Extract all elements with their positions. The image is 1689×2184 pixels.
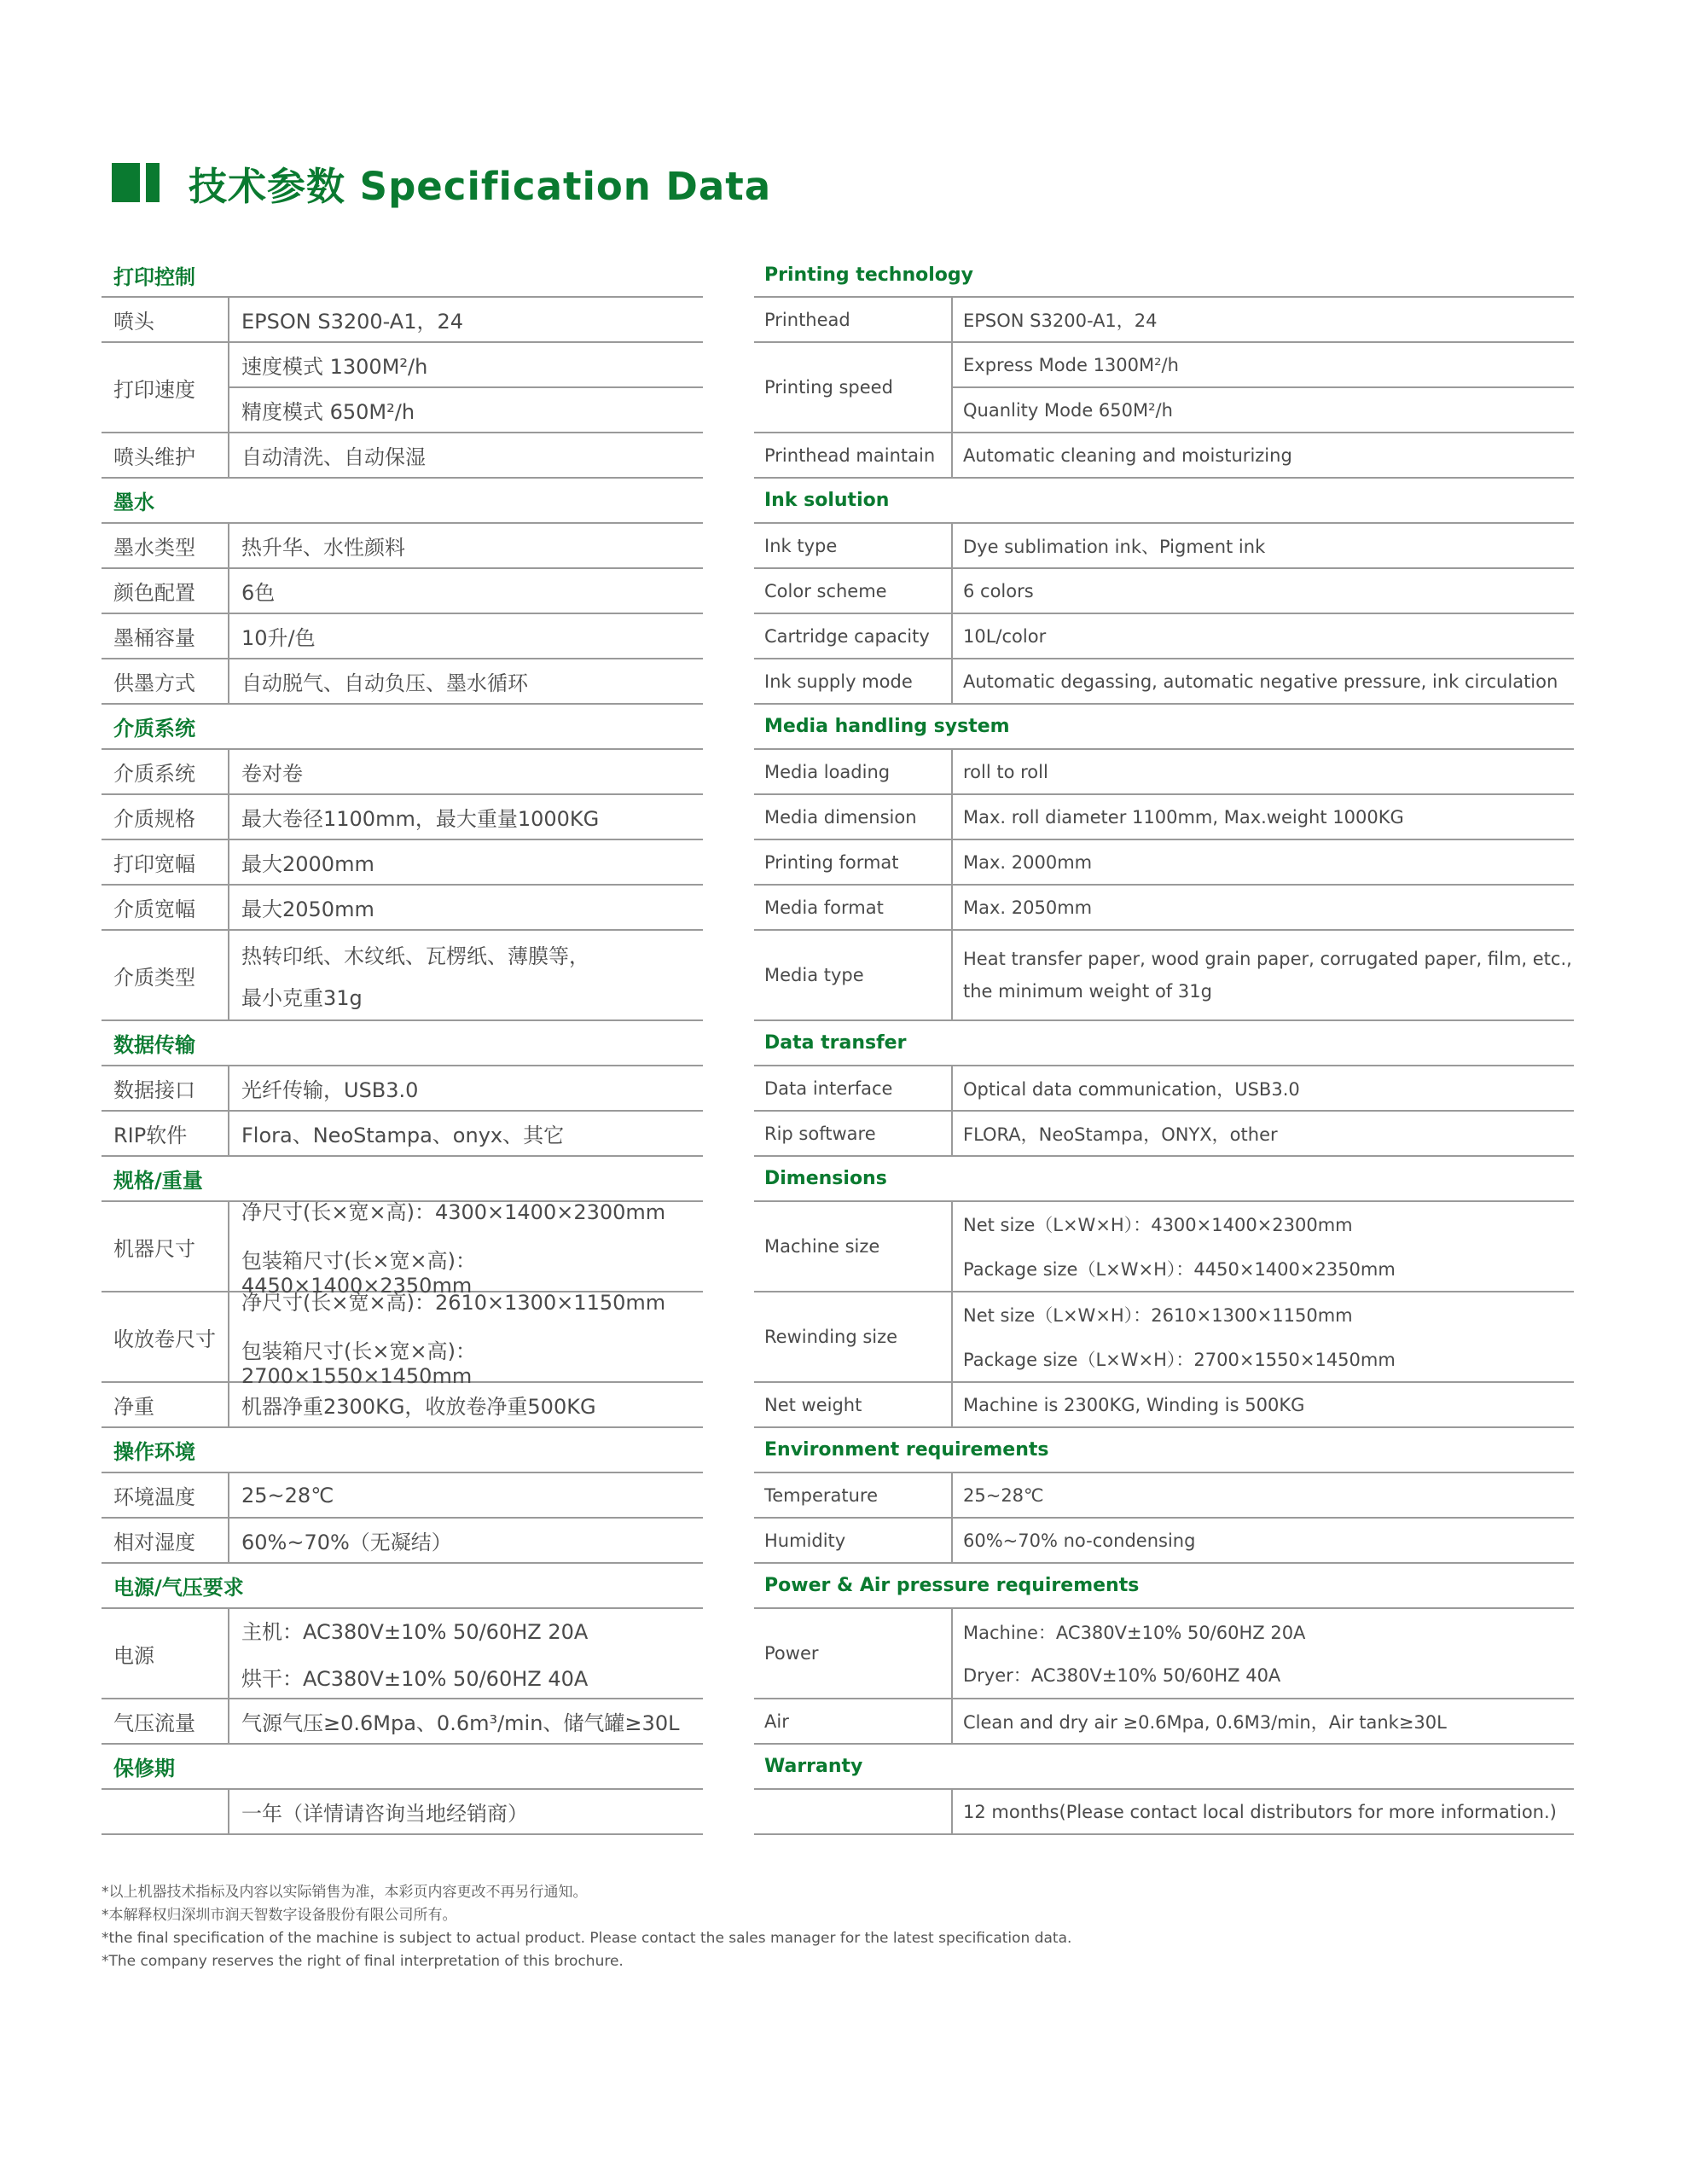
spec-row <box>754 524 1574 569</box>
row-label: Printhead maintain <box>754 433 953 477</box>
row-value: 6色 <box>241 581 276 605</box>
row-value: Clean and dry air ≥0.6Mpa, 0.6M3/min，Air tank≥30L <box>963 1711 1447 1733</box>
row-value: 净尺寸(长×宽×高)：2610×1300×1150mm <box>241 1291 666 1315</box>
spec-row <box>102 1066 703 1112</box>
row-value: Max. 2050mm <box>963 897 1093 918</box>
spec-row <box>102 524 703 569</box>
row-value: 一年（详情请咨询当地经销商） <box>241 1802 528 1826</box>
row-label: 打印宽幅 <box>102 840 229 884</box>
row-label: 电源 <box>102 1609 229 1698</box>
section-media: 介质系统 <box>102 705 703 750</box>
row-value: 速度模式 1300M²/h <box>241 355 428 379</box>
spec-row <box>102 750 703 795</box>
spec-row <box>102 1699 703 1745</box>
row-label: 介质系统 <box>102 750 229 793</box>
section-print-control: 打印控制 <box>102 254 703 298</box>
row-label: 收放卷尺寸 <box>102 1292 229 1381</box>
spec-row <box>102 659 703 705</box>
spec-row <box>102 433 703 479</box>
section-warranty: 保修期 <box>102 1745 703 1790</box>
section-dimensions: 规格/重量 <box>102 1157 703 1202</box>
spec-row <box>754 1292 1574 1383</box>
spec-row <box>102 931 703 1021</box>
row-value: Package size（L×W×H）：2700×1550×1450mm <box>963 1350 1396 1370</box>
spec-table-chinese <box>102 254 703 1835</box>
row-value: 包装箱尺寸(长×宽×高)：4450×1400×2350mm <box>241 1249 476 1298</box>
spec-row <box>102 1200 703 1298</box>
spec-row <box>102 886 703 931</box>
spec-row <box>102 1609 703 1699</box>
spec-row <box>102 1473 703 1519</box>
row-value: 25~28℃ <box>963 1484 1044 1506</box>
row-value: 最小克重31g <box>241 986 363 1010</box>
row-value: 包装箱尺寸(长×宽×高)：2700×1550×1450mm <box>241 1339 476 1388</box>
spec-row <box>754 931 1574 1021</box>
row-label: Media type <box>754 931 953 1019</box>
spec-row <box>754 886 1574 931</box>
section-data: 数据传输 <box>102 1021 703 1066</box>
row-label: 打印速度 <box>102 343 229 432</box>
row-value: Net size（L×W×H）：4300×1400×2300mm <box>963 1215 1353 1235</box>
spec-row <box>102 795 703 840</box>
spec-row <box>102 569 703 614</box>
row-value: Max. 2000mm <box>963 851 1093 873</box>
row-value: Quanlity Mode 650M²/h <box>953 386 1574 432</box>
spec-row <box>754 1609 1574 1699</box>
spec-row <box>754 614 1574 659</box>
row-value: 自动脱气、自动负压、墨水循环 <box>241 671 528 695</box>
row-value: 主机：AC380V±10% 50/60HZ 20A <box>241 1620 589 1644</box>
row-value: Optical data communication，USB3.0 <box>963 1078 1300 1100</box>
row-value: 精度模式 650M²/h <box>229 386 703 432</box>
spec-row <box>754 569 1574 614</box>
row-value: 最大2050mm <box>241 897 374 921</box>
row-value: 烘干：AC380V±10% 50/60HZ 40A <box>241 1667 589 1691</box>
row-value: Automatic cleaning and moisturizing <box>963 444 1292 466</box>
spec-row <box>754 298 1574 343</box>
row-label: 颜色配置 <box>102 569 229 613</box>
row-label: Temperature <box>754 1473 953 1517</box>
row-value: Dye sublimation ink、Pigment ink <box>963 536 1266 557</box>
section-data: Data transfer <box>754 1021 1574 1066</box>
row-value: EPSON S3200-A1，24 <box>241 310 464 334</box>
spec-row <box>754 1202 1574 1292</box>
spec-row <box>754 1790 1574 1835</box>
footnote: *The company reserves the right of final interpretation of this brochure. <box>102 1953 624 1970</box>
row-label: 喷头 <box>102 298 229 341</box>
row-value: EPSON S3200-A1，24 <box>963 310 1158 331</box>
spec-row <box>754 1112 1574 1157</box>
spec-row <box>754 1473 1574 1519</box>
footnotes <box>102 1881 1071 1973</box>
row-label: 供墨方式 <box>102 659 229 703</box>
row-label: Humidity <box>754 1519 953 1562</box>
row-label: 喷头维护 <box>102 433 229 477</box>
row-label: Data interface <box>754 1066 953 1110</box>
row-label <box>102 1790 229 1833</box>
spec-row <box>754 343 1574 433</box>
spec-row <box>102 1383 703 1428</box>
spec-row <box>102 614 703 659</box>
spec-row <box>754 1066 1574 1112</box>
row-value: 自动清洗、自动保湿 <box>241 445 426 469</box>
row-label: Power <box>754 1609 953 1698</box>
brand-bars-icon <box>112 163 160 202</box>
row-label: 机器尺寸 <box>102 1202 229 1291</box>
row-value: 60%~70%（无凝结） <box>241 1531 452 1554</box>
row-value: 25~28℃ <box>241 1483 334 1507</box>
spec-table-english <box>754 254 1574 1835</box>
row-label: Printing format <box>754 840 953 884</box>
row-value: Flora、NeoStampa、onyx、其它 <box>241 1124 565 1147</box>
row-label: 净重 <box>102 1383 229 1426</box>
page-header <box>112 159 772 209</box>
row-value: Machine is 2300KG, Winding is 500KG <box>963 1394 1305 1415</box>
row-value: Net size（L×W×H）：2610×1300×1150mm <box>963 1305 1353 1326</box>
page-title: 技术参数 Specification Data <box>189 163 772 209</box>
row-label: Media format <box>754 886 953 929</box>
section-print-control: Printing technology <box>754 254 1574 298</box>
row-value: Package size（L×W×H）：4450×1400×2350mm <box>963 1259 1396 1280</box>
footnote: *以上机器技术指标及内容以实际销售为准，本彩页内容更改不再另行通知。 <box>102 1884 588 1901</box>
row-label: Cartridge capacity <box>754 614 953 658</box>
spec-row <box>754 1383 1574 1428</box>
spec-row <box>102 1291 703 1388</box>
row-value: roll to roll <box>963 761 1048 782</box>
row-value: the minimum weight of 31g <box>963 981 1212 1002</box>
row-label: Media dimension <box>754 795 953 839</box>
section-ink: Ink solution <box>754 479 1574 524</box>
row-label: 介质类型 <box>102 931 229 1019</box>
section-power: 电源/气压要求 <box>102 1564 703 1609</box>
row-value: 10L/color <box>963 625 1047 647</box>
row-label: 数据接口 <box>102 1066 229 1110</box>
row-value: Max. roll diameter 1100mm, Max.weight 1000KG <box>963 806 1404 828</box>
row-value: 卷对卷 <box>241 762 303 786</box>
row-label: Color scheme <box>754 569 953 613</box>
section-dimensions: Dimensions <box>754 1157 1574 1202</box>
row-value: Machine：AC380V±10% 50/60HZ 20A <box>963 1623 1306 1643</box>
row-label: Printing speed <box>754 343 953 432</box>
spec-row <box>102 1112 703 1157</box>
row-value: 10升/色 <box>241 626 316 650</box>
row-value: 气源气压≥0.6Mpa、0.6m³/min、储气罐≥30L <box>241 1711 680 1735</box>
spec-row <box>102 1790 703 1835</box>
row-value: Automatic degassing, automatic negative pressure, ink circulation <box>963 671 1558 692</box>
row-value: 60%~70% no-condensing <box>963 1530 1196 1551</box>
row-value: 最大2000mm <box>241 852 374 876</box>
spec-row <box>102 1519 703 1564</box>
section-environment: Environment requirements <box>754 1428 1574 1473</box>
row-label: Media loading <box>754 750 953 793</box>
row-value: Dryer：AC380V±10% 50/60HZ 40A <box>963 1665 1281 1686</box>
row-label: 墨桶容量 <box>102 614 229 658</box>
spec-row <box>754 750 1574 795</box>
spec-row <box>102 343 703 433</box>
row-label: Ink type <box>754 524 953 567</box>
section-power: Power & Air pressure requirements <box>754 1564 1574 1609</box>
section-media: Media handling system <box>754 705 1574 750</box>
footnote: *the final specification of the machine is subject to actual product. Please contact the sales manager for the latest specification data. <box>102 1930 1072 1947</box>
row-value: 热升华、水性颜料 <box>241 536 405 560</box>
spec-row <box>754 840 1574 886</box>
spec-row <box>754 433 1574 479</box>
row-label: Printhead <box>754 298 953 341</box>
row-label: Machine size <box>754 1202 953 1291</box>
row-label: 气压流量 <box>102 1699 229 1743</box>
row-value: FLORA，NeoStampa，ONYX，other <box>963 1124 1278 1145</box>
spec-row <box>102 840 703 886</box>
row-label: 介质宽幅 <box>102 886 229 929</box>
row-label: RIP软件 <box>102 1112 229 1155</box>
spec-row <box>102 298 703 343</box>
row-label: 介质规格 <box>102 795 229 839</box>
row-label: Rewinding size <box>754 1292 953 1381</box>
row-label: Ink supply mode <box>754 659 953 703</box>
row-value: 最大卷径1100mm，最大重量1000KG <box>241 807 600 831</box>
row-value: 光纤传输，USB3.0 <box>241 1078 419 1102</box>
section-warranty: Warranty <box>754 1745 1574 1790</box>
section-ink: 墨水 <box>102 479 703 524</box>
row-value: 机器净重2300KG，收放卷净重500KG <box>241 1395 596 1419</box>
row-label: 相对湿度 <box>102 1519 229 1562</box>
footnote: *本解释权归深圳市润天智数字设备股份有限公司所有。 <box>102 1907 457 1924</box>
row-label: Rip software <box>754 1112 953 1155</box>
spec-row <box>754 659 1574 705</box>
row-label: Air <box>754 1699 953 1743</box>
row-label: 环境温度 <box>102 1473 229 1517</box>
row-value: Heat transfer paper, wood grain paper, corrugated paper, film, etc., <box>963 949 1572 969</box>
spec-row <box>754 1519 1574 1564</box>
row-label: 墨水类型 <box>102 524 229 567</box>
spec-row <box>754 1699 1574 1745</box>
row-label <box>754 1790 953 1833</box>
row-value: 净尺寸(长×宽×高)：4300×1400×2300mm <box>241 1200 666 1224</box>
row-value: Express Mode 1300M²/h <box>963 354 1179 375</box>
spec-row <box>754 795 1574 840</box>
section-environment: 操作环境 <box>102 1428 703 1473</box>
row-value: 热转印纸、木纹纸、瓦楞纸、薄膜等， <box>241 944 589 968</box>
row-value: 6 colors <box>963 580 1034 601</box>
row-value: 12 months(Please contact local distributors for more information.) <box>963 1801 1557 1822</box>
row-label: Net weight <box>754 1383 953 1426</box>
